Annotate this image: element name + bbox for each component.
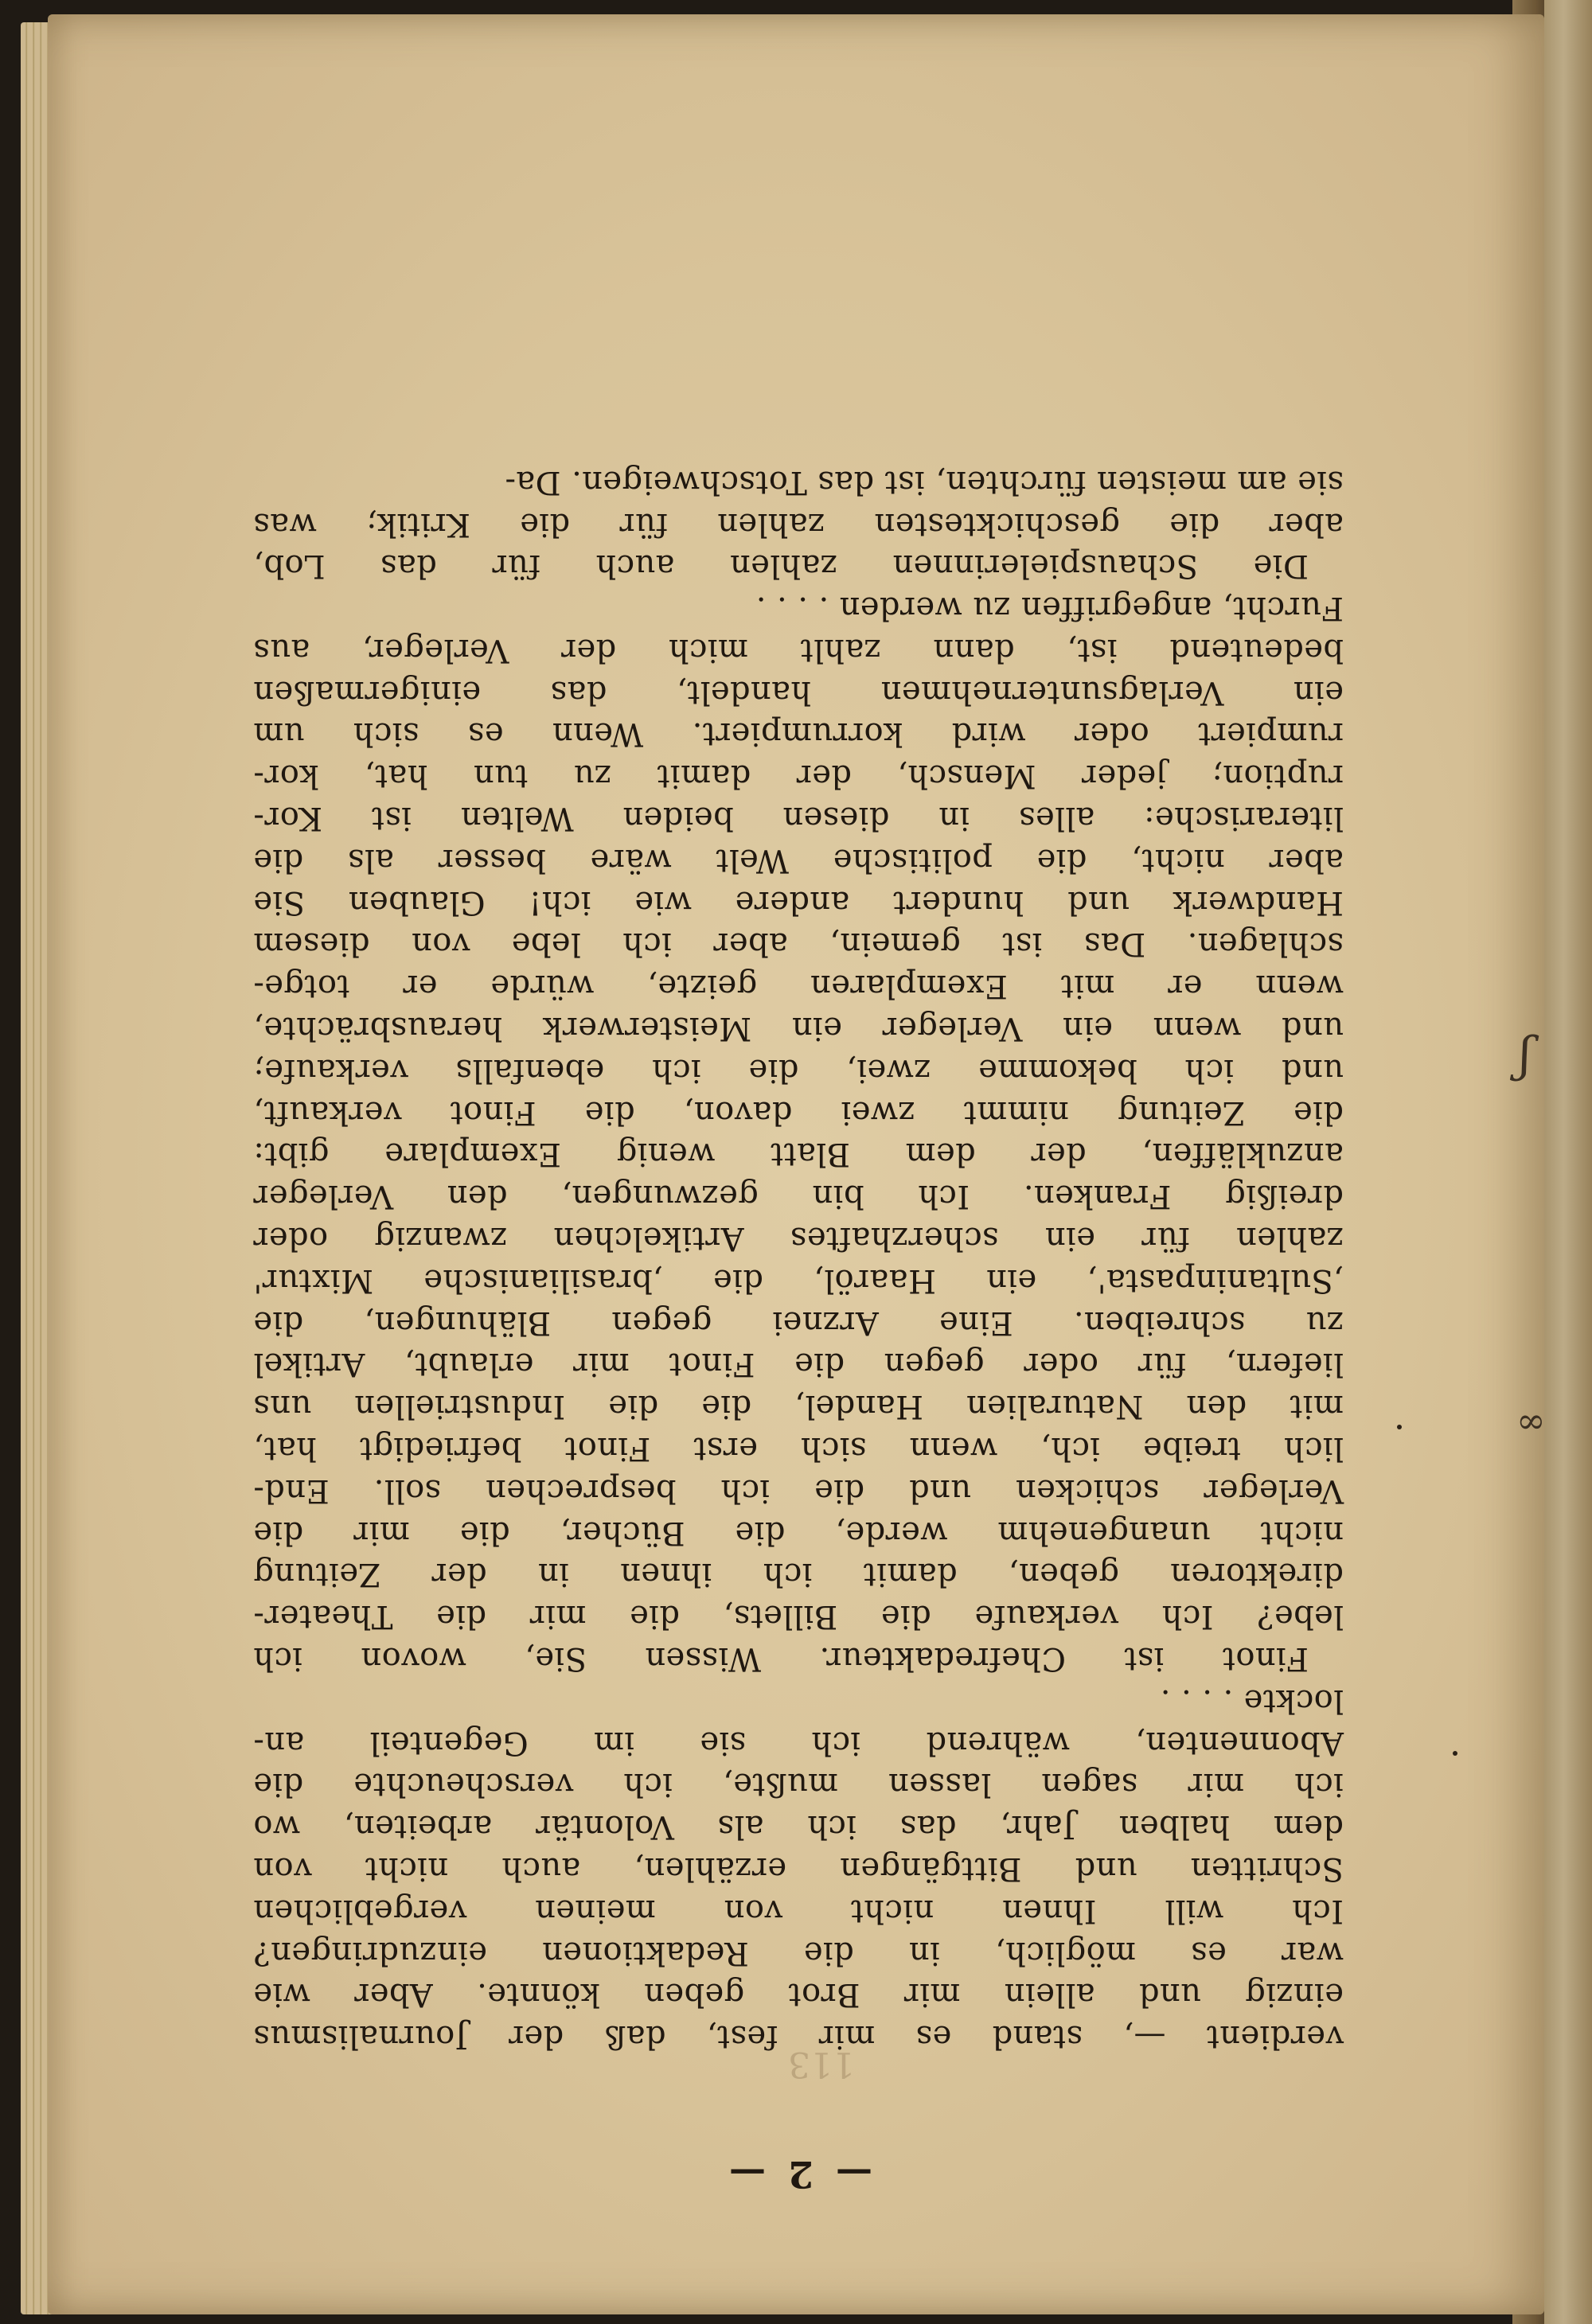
margin-pencil-mark: ∞ (1516, 1401, 1546, 1441)
text-line: rumpiert oder wird korrumpiert. Wenn es sich um (253, 716, 1344, 753)
text-line: ruption; jeder Mensch, der damit zu tun hat, kor- (253, 758, 1344, 795)
text-line: Verleger schicken und die ich besprechen soll. End- (253, 1472, 1344, 1509)
margin-pencil-mark: ʃ (1519, 1027, 1532, 1082)
text-line: ich mir sagen lassen mußte, ich verscheuchte die (253, 1766, 1344, 1803)
text-line: schlagen. Das ist gemein, aber ich lebe von diesem (253, 926, 1344, 963)
speck (1453, 1751, 1457, 1756)
text-line: lebe? Ich verkaufe die Billets, die mir die Theater- (253, 1598, 1344, 1636)
text-line: liefern, für oder gegen die Finot mir erlaubt, Artikel (253, 1346, 1344, 1383)
text-line: literarische: alles in diesen beiden Welten ist Kor- (253, 800, 1344, 837)
body-text (253, 461, 1344, 2057)
text-line: wenn er mit Exemplaren geizte, würde er totge- (253, 968, 1344, 1005)
text-block (253, 461, 1344, 2195)
text-line: dem halben Jahr, das ich als Volontär arbeiten, wo (253, 1808, 1344, 1846)
text-line: aber nicht, die politische Welt wäre besser als die (253, 841, 1344, 879)
text-line: Abonnenten, während ich sie im Gegenteil an- (253, 1724, 1344, 1761)
text-line: Die Schauspielerinnen zahlen auch für das Lob, (253, 548, 1309, 585)
faint-show-through-number: 113 (788, 2044, 855, 2084)
text-line: ein Verlagsunternehmen handelt, das einigermaßen (253, 673, 1344, 711)
text-line: dreißig Franken. Ich bin gezwungen, den Verleger (253, 1178, 1344, 1215)
page-number: — 2 — (724, 2153, 873, 2196)
text-line: verdient —, stand es mir fest, daß der Journalismus (253, 2018, 1344, 2056)
facing-page-edge (1544, 0, 1592, 2324)
text-line: Ich will Ihnen nicht von meinen vergeblichen (253, 1892, 1344, 1929)
text-line: lockte . . . . (1160, 1682, 1344, 1719)
book-page (48, 14, 1544, 2314)
text-line: anzukläffen, der dem Blatt wenig Exemplare gibt: (253, 1136, 1344, 1173)
text-line: sie am meisten fürchten, ist das Totschweigen. Da- (505, 463, 1344, 501)
text-line: lich treibe ich, wenn sich erst Finot befriedigt hat, (253, 1430, 1344, 1468)
text-line: einzig und allein mir Brot geben könnte. Aber wie (253, 1976, 1344, 2014)
speck (1397, 1425, 1402, 1429)
text-line: mit den Naturalien Handel, die die Industriellen uns (253, 1388, 1344, 1425)
text-line: zu schreiben. Eine Arznei gegen Blähungen, die (253, 1304, 1344, 1341)
text-line: Finot ist Chefredakteur. Wissen Sie, wovon ich (253, 1640, 1309, 1678)
text-line: Furcht, angegriffen zu werden . . . . (755, 590, 1344, 627)
text-line: nicht unangenehm werde, die Bücher, die mir die (253, 1514, 1344, 1551)
text-line: war es möglich, in die Redaktionen einzudringen? (253, 1934, 1344, 1971)
text-line: Handwerk und hundert andere wie ich! Glauben Sie (253, 883, 1344, 921)
text-line: bedeutend ist, dann zahlt mich der Verleger, aus (253, 631, 1344, 669)
text-line: die Zeitung nimmt zwei davon, die Finot verkauft, (253, 1094, 1344, 1131)
text-line: aber die geschicktesten zahlen für die Kritik; was (253, 505, 1344, 543)
text-line: ‚Sultaninpasta', ein Haaröl, die ‚brasilianische Mixtur' (253, 1261, 1344, 1299)
upside-down-print (48, 14, 1544, 2314)
text-line: und ich bekomme zwei, die ich ebenfalls verkaufe; (253, 1051, 1344, 1089)
text-line: und wenn ein Verleger ein Meisterwerk herausbrächte, (253, 1010, 1344, 1047)
text-line: Schritten und Bittgängen erzählen, auch nicht von (253, 1850, 1344, 1888)
text-line: zahlen für ein scherzhaftes Artikelchen zwanzig oder (253, 1220, 1344, 1258)
text-line: direktoren geben, damit ich ihnen in der Zeitung (253, 1556, 1344, 1593)
